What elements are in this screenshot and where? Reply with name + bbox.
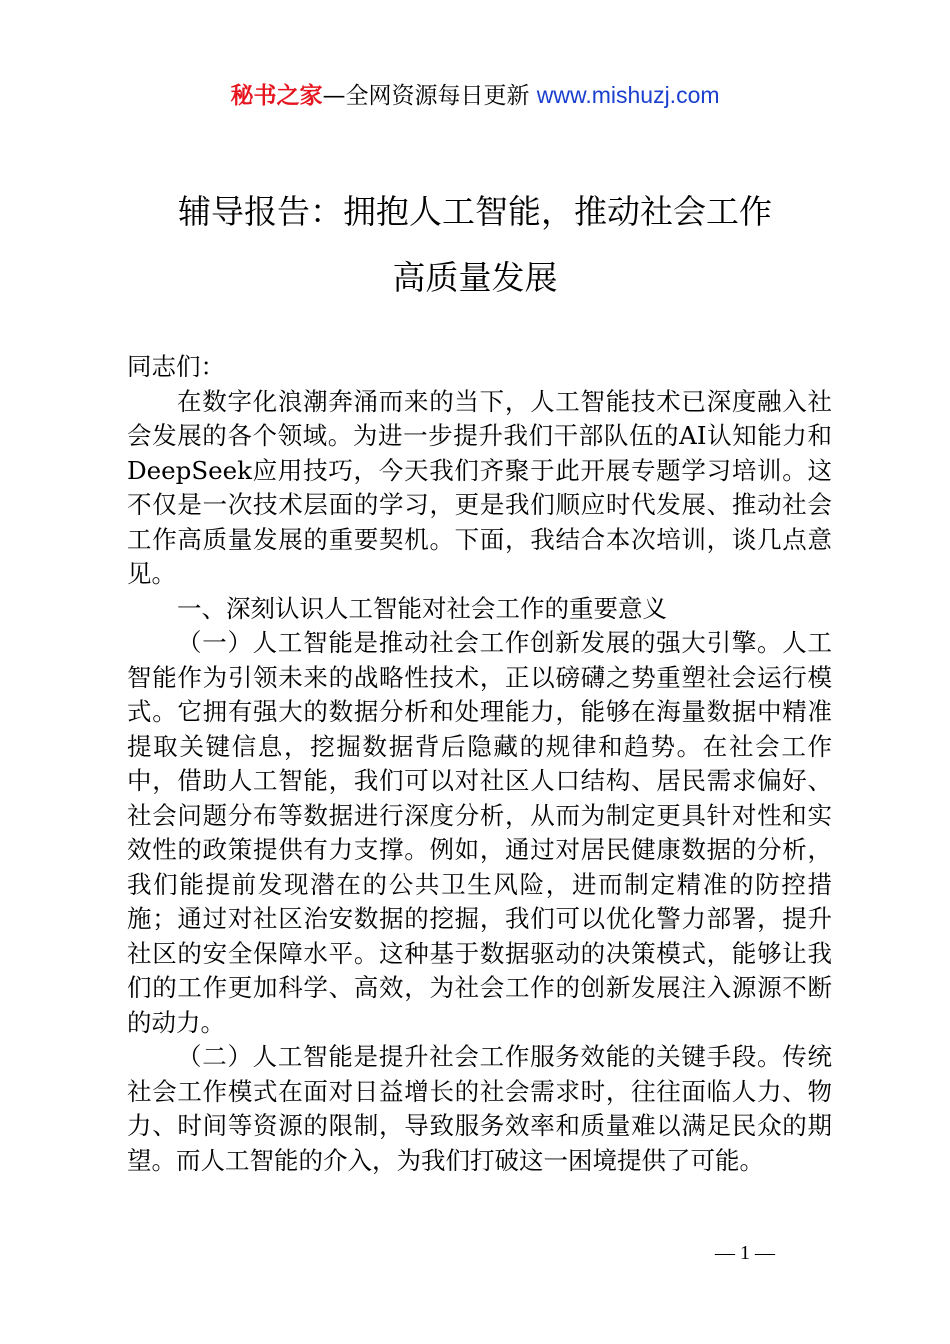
site-url[interactable]: www.mishuzj.com [536,82,720,108]
header-tagline: —全网资源每日更新 [322,83,537,109]
intro-text-2: 认知能力和 [706,421,833,450]
document-title-line-2: 高质量发展 [392,258,558,297]
intro-term-deepseek: DeepSeek [127,455,252,485]
intro-paragraph [127,385,832,592]
intro-text-3: 应用技巧，今天我们齐聚于此开展专题学习培训。这不仅是一次技术层面的学习，更是我们顺应时代发展、推动社会工作高质量发展的重要契机。下面，我结合本次培训，谈几点意见。 [127,455,832,588]
site-header [0,80,950,111]
document-title-line-1: 辅导报告：拥抱人工智能，推动社会工作 [178,192,772,231]
salutation: 同志们： [127,352,225,381]
page-number: — 1 — [715,1242,775,1264]
intro-term-ai: AI [679,421,707,450]
brand-name: 秘书之家 [230,83,323,109]
body-paragraph-2: （二）人工智能是提升社会工作服务效能的关键手段。传统社会工作模式在面对日益增长的社会需求时，往往面临人力、物力、时间等资源的限制，导致服务效率和质量难以满足民众的期望。而人工智能的介入，为我们打破这一困境提供了可能。 [127,1042,832,1175]
body-paragraph-1: （一）人工智能是推动社会工作创新发展的强大引擎。人工智能作为引领未来的战略性技术，正以磅礴之势重塑社会运行模式。它拥有强大的数据分析和处理能力，能够在海量数据中精准提取关键信息，挖掘数据背后隐藏的规律和趋势。在社会工作中，借助人工智能，我们可以对社区人口结构、居民需求偏好、社会问题分布等数据进行深度分析，从而为制定更具针对性和实效性的政策提供有力支撑。例如，通过对居民健康数据的分析，我们能提前发现潜在的公共卫生风险，进而制定精准的防控措施；通过对社区治安数据的挖掘，我们可以优化警力部署，提升社区的安全保障水平。这种基于数据驱动的决策模式，能够让我们的工作更加科学、高效，为社会工作的创新发展注入源源不断的动力。 [127,628,832,1037]
document-body [127,350,832,1178]
section-heading: 一、深刻认识人工智能对社会工作的重要意义 [177,593,667,623]
intro-text-1: 在数字化浪潮奔涌而来的当下，人工智能技术已深度融入社会发展的各个领域。为进一步提升我们干部队伍的 [127,386,832,450]
